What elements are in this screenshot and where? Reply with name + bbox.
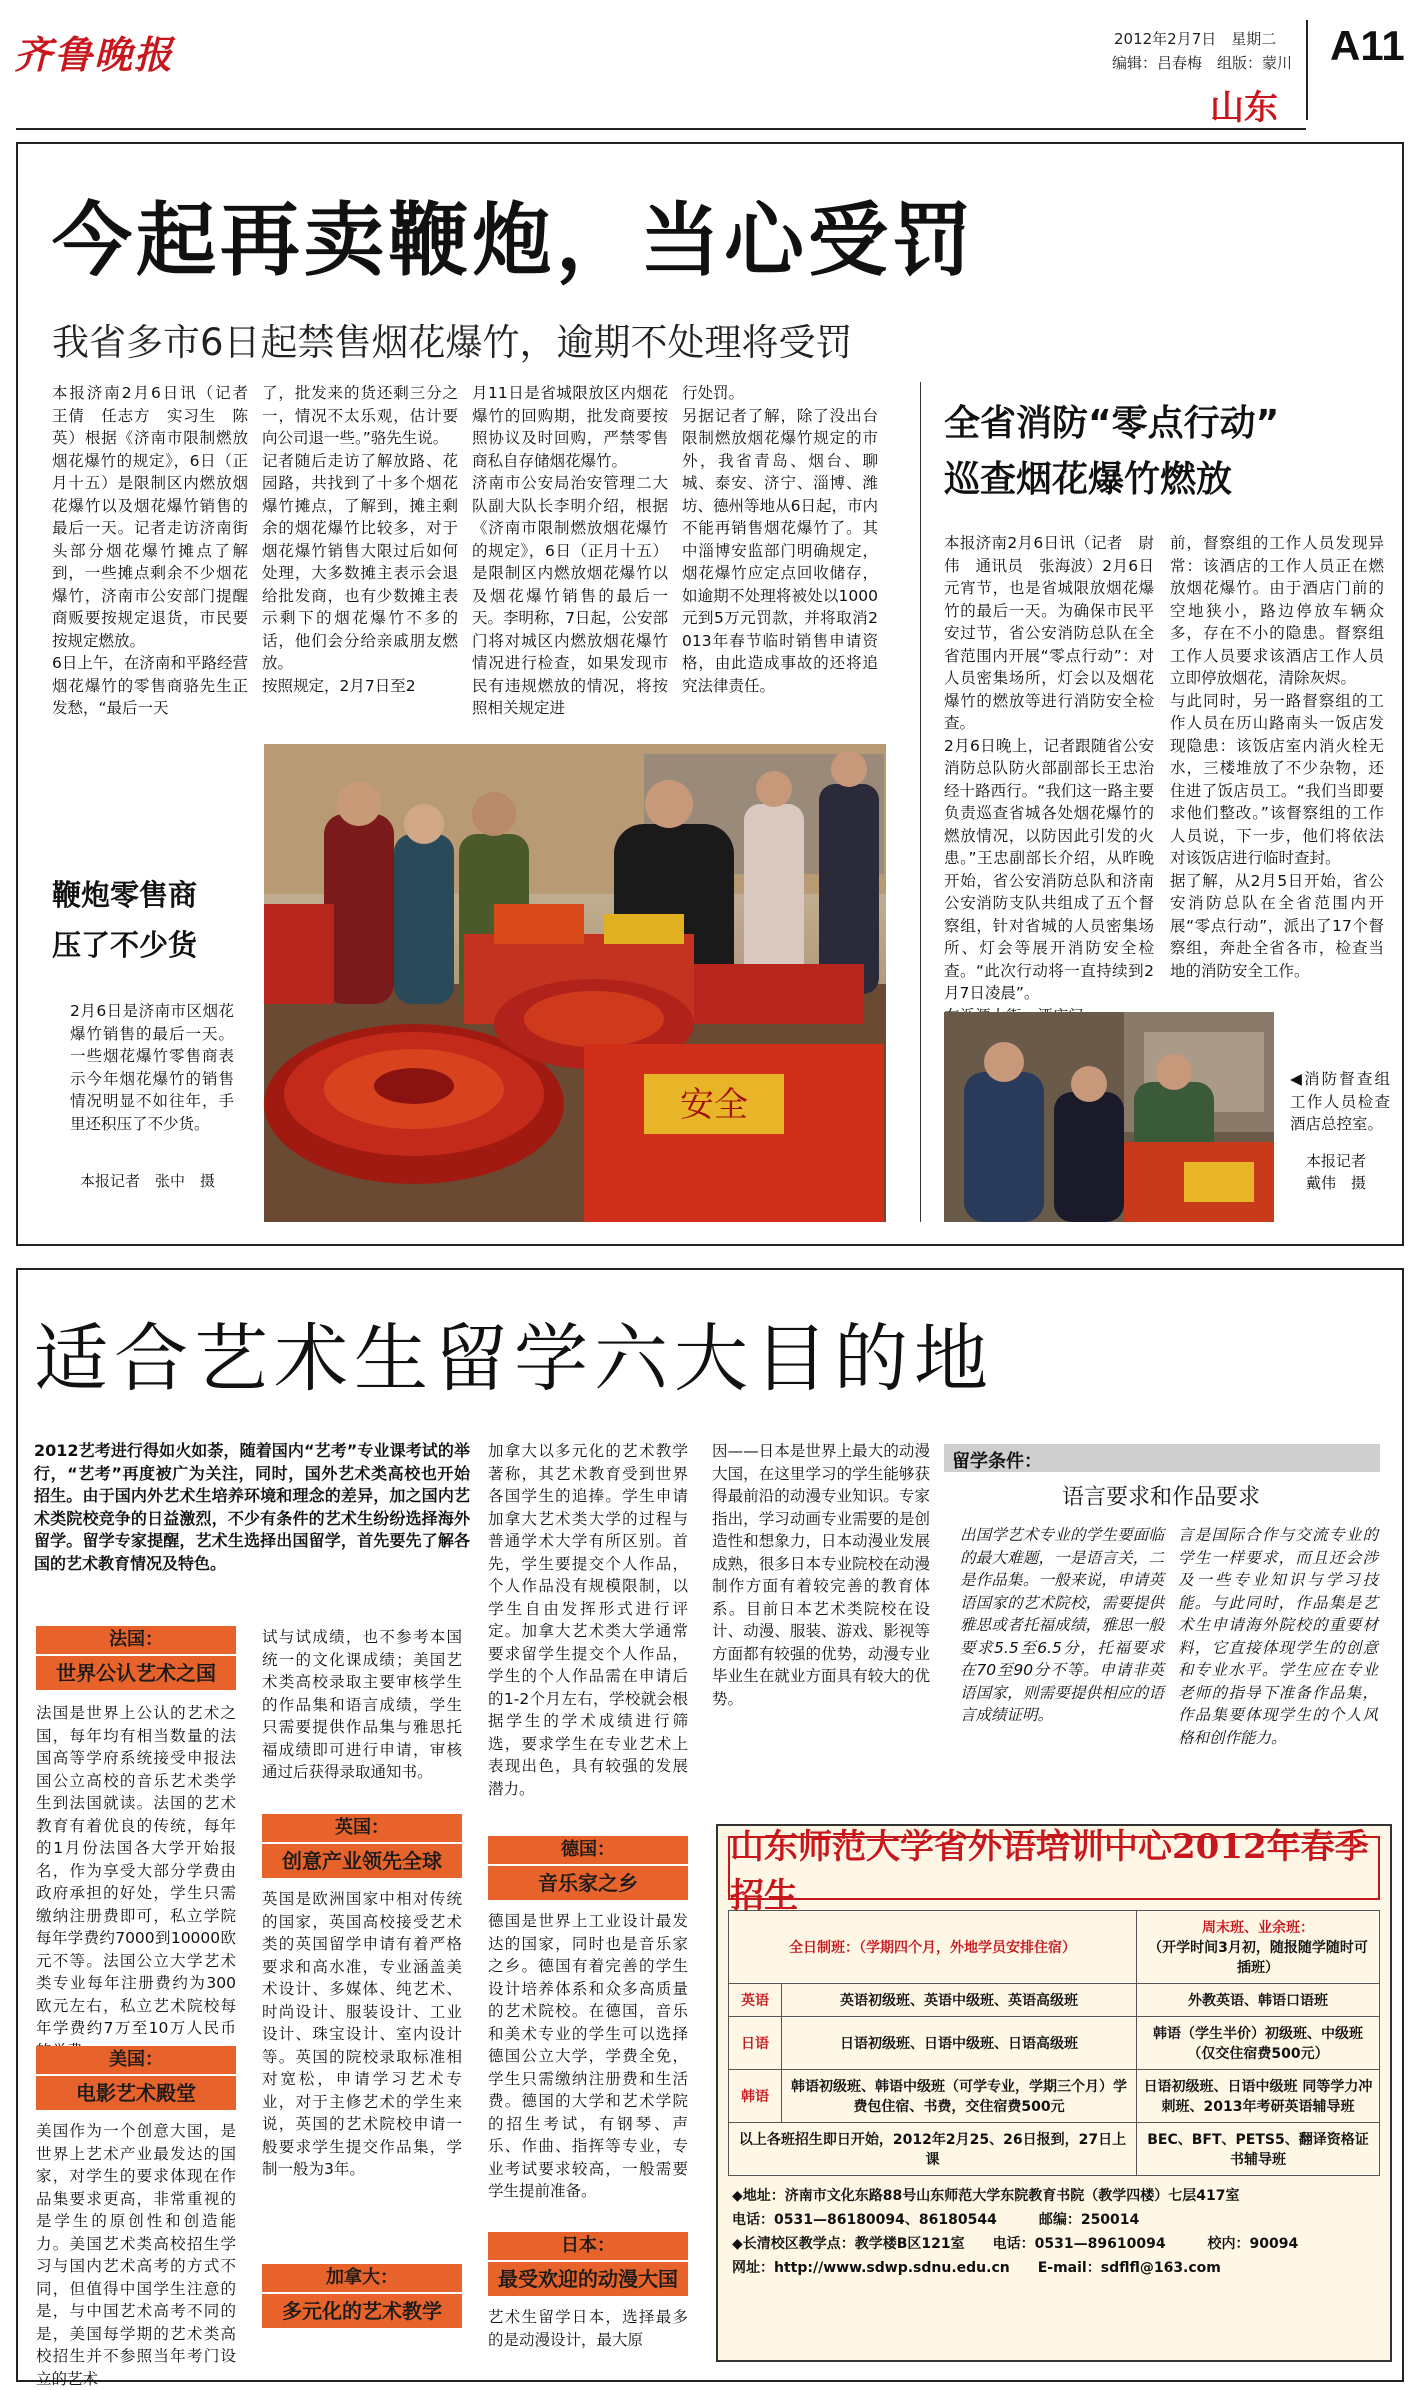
ad-exam-note: 以上各班招生即日开始，2012年2月25、26日报到，27日上课: [729, 2123, 1137, 2176]
usa-text: 美国作为一个创意大国，是世界上艺术产业最发达的国家，对学生的要求体现在作品集要求更高，非常重视的是学生的原创性和创造能力。美国艺术类高校招生学习与国内艺术高考的方式不同，但值得中国学生注意的是，与中国艺术高考不同的是，美国每学期的艺术类高校招生并不参照当年考门设立的艺术: [36, 2122, 236, 2388]
germany-text: 德国是世界上工业设计最发达的国家，同时也是音乐家之乡。德国有着完善的学生设计培养体系和众多高质量的艺术院校。在德国，音乐和美术专业的学生可以选择德国公立大学，学费全免，学生只需缴纳注册费和生活费。德国的大学和艺术学院的招生考试，有钢琴、声乐、作曲、指挥等专业，专业考试要求较高，一般需要学生提前准备。: [488, 1912, 688, 2200]
story2-photo-credit: [1306, 1150, 1366, 1194]
story3-col3-text: 加拿大以多元化的艺术教学著称，其艺术教育受到世界各国学生的追捧。学生申请加拿大艺术类大学的过程与普通学术大学有所区别。首先，学生要提交个人作品，个人作品没有规模限制，以学生自由发挥形式进行评定。加拿大艺术类大学通常要求留学生提交个人作品，学生的个人作品需在申请后的1-2个月左右，学校就会根据学生的学术成绩进行筛选，要求学生在专业艺术上表现出色，具有较强的发展潜力。: [488, 1442, 688, 1798]
story2-headline-line2: 巡查烟花爆竹燃放: [944, 459, 1233, 500]
ad-row-left: 英语初级班、英语中级班、英语高级班: [782, 1984, 1137, 2017]
header-rule: [16, 128, 1306, 130]
issue-date: 2012年2月7日 星期二: [1114, 30, 1277, 48]
story2-column-1: 本报济南2月6日讯（记者 尉伟 通讯员 张海波）2月6日元宵节，也是省城限放烟花爆竹的最后一天。为确保市民平安过节，省公安消防总队在全省范围内开展“零点行动”：对人员密集场所，灯会以及烟花爆竹的燃放等进行消防安全检查。 2月6日晚上，记者跟随省公安消防总队防火部副部长王忠治经十路西行。“我们这一路主要负责巡查省城各处烟花爆竹的燃放情况，以防因此引发的火患。”王忠副部长介绍，从昨晚开始，省公安消防总队和济南公安消防支队共组成了五个督察组，针对省城的人员密集场所、灯会等展开消防安全检查。“此次行动将一直持续到2月7日凌晨”。: [944, 534, 1154, 1002]
photo1-title-line1: 鞭炮零售商: [52, 878, 198, 912]
ad-campus-address: ◆长清校区教学点：教学楼B区121室 电话：0531—89610094 校内：90094: [732, 2236, 1299, 2252]
ad-table: [728, 1910, 1380, 2176]
story2-headline: [944, 396, 1279, 508]
requirements-col2: 言是国际合作与交流专业的学生一样要求，而且还会涉及一些专业知识与学习技能。与此同时，作品集是艺术生申请海外院校的重要材料，它直接体现学生的创意和专业水平。学生应在专业老师的指导下准备作品集，作品集要体现学生的个人风格和创作能力。: [1178, 1526, 1378, 1747]
story2-credit-line2: 戴伟 摄: [1306, 1174, 1367, 1192]
germany-title: 音乐家之乡: [488, 1866, 688, 1900]
story3-col4-text: 因——日本是世界上最大的动漫大国，在这里学习的学生能够获得最前沿的动漫专业知识。专家指出，学习动画专业需要的是创造性和想象力，日本动漫业发展成熟，很多日本专业院校在动漫制作方面有着较完善的教育体系。目前日本艺术类院校在设计、动漫、服装、游戏、影视等方面都有较强的优势，动漫专业毕业生在就业方面具有较大的优势。: [712, 1442, 930, 1708]
requirements-bar: [944, 1444, 1380, 1472]
story2-column-2: 前，督察组的工作人员发现异常：该酒店的工作人员正在燃放烟花爆竹。由于酒店门前的空地狭小，路边停放车辆众多，存在不小的隐患。督察组工作人员要求该酒店工作人员立即停放烟花，清除灰烬。 与此同时，另一路督察组的工作人员在历山路南头一饭店发现隐患：该饭店室内消火栓无水，三楼堆放了不少杂物，还住进了饭店员工。“我们当即要求他们整改。”该督察组的工作人员说，下一步，他们将依法对该饭店进行临时查封。 据了解，从2月5日开始，省公安消防总队在全省范围内开展“零点行动”，派出了17个督察组，奔赴全省各市，检查当地的消防安全工作。: [1170, 534, 1384, 980]
france-text: 法国是世界上公认的艺术之国，每年均有相当数量的法国高等学府系统接受申报法国公立高校的音乐艺术类学生到法国就读。法国的艺术教育有着优良的传统，每年的1月份法国各大学开始报名，作为享受大部分学费由政府承担的好处，学生只需缴纳注册费即可，私立学院每年学费约7000到10000欧元不等。法国公立大学艺术类专业每年注册费约为300欧元左右，私立艺术院校每年学费约7万至10万人民币: [36, 1704, 236, 2037]
ad-address: ◆地址：济南市文化东路88号山东师范大学东院教育书院（教学四楼）七层417室: [732, 2188, 1240, 2204]
story2-headline-line1: 全省消防“零点行动”: [944, 403, 1280, 444]
story3-lead: 2012艺考进行得如火如荼，随着国内“艺考”专业课考试的举行，“艺考”再度被广为关注，同时，国外艺术类高校也开始招生。由于国内外艺术生培养环境和理念的差异，加之国内艺术类院校竞争的日益激烈，不少有条件的艺术生纷纷选择海外留学。留学专家提醒，艺术生选择出国留学，首先要先了解各国的艺术教育情况及特色。: [34, 1441, 470, 1573]
ad-right-head-title: 周末班、业余班：: [1202, 1920, 1314, 1936]
requirements-title: 留学条件：: [952, 1451, 1042, 1472]
column-divider: [920, 382, 921, 1222]
france-tag: 法国：: [36, 1626, 236, 1654]
language-school-ad: [716, 1824, 1392, 2362]
france-title: 世界公认艺术之国: [36, 1656, 236, 1690]
ad-row-right: 日语初级班、日语中级班 同等学力冲刺班、2013年考研英语辅导班: [1137, 2070, 1380, 2123]
uk-text: 英国是欧洲国家中相对传统的国家，英国高校接受艺术类的英国留学申请有着严格要求和高水准，专业涵盖美术设计、多媒体、纯艺术、时尚设计、服装设计、工业设计、珠宝设计、室内设计等。英国的院校录取标准相对宽松，申请学习艺术专业，对于主修艺术的学生来说，英国的艺术院校申请一般要求学生提交作品集，学制一般为3年。: [262, 1890, 462, 2178]
usa-tag: 美国：: [36, 2046, 236, 2074]
fireworks-vendor-photo: [264, 744, 886, 1222]
japan-tag: 日本：: [488, 2232, 688, 2260]
ad-row-right: 外教英语、韩语口语班: [1137, 1984, 1380, 2017]
ad-right-head-sub: （开学时间3月初，随报随学随时可插班）: [1148, 1940, 1368, 1976]
uk-tag: 英国：: [262, 1814, 462, 1842]
ad-title: 山东师范大学省外语培训中心2012年春季招生: [730, 1827, 1369, 1916]
ad-phone: 电话：0531—86180094、86180544 邮编：250014: [732, 2212, 1140, 2228]
ad-row-right: 韩语（学生半价）初级班、中级班（仅交住宿费500元）: [1137, 2017, 1380, 2070]
story3-col2-text: 试与试成绩，也不参考本国统一的文化课成绩；美国艺术类高校录取主要审核学生的作品集和语言成绩，学生只需要提供作品集与雅思托福成绩即可进行申请，审核通过后获得录取通知书。: [262, 1628, 462, 1781]
page-number: A11: [1330, 22, 1405, 69]
photo1-caption: 2月6日是济南市区烟花爆竹销售的最后一天。一些烟花爆竹零售商表示今年烟花爆竹的销售情况明显不如往年，手里还积压了不少货。: [70, 1002, 234, 1133]
germany-tag: 德国：: [488, 1836, 688, 1864]
ad-row-lang: 日语: [729, 2017, 782, 2070]
photo1-title-line2: 压了不少货: [52, 928, 198, 962]
requirements-subtitle: 语言要求和作品要求: [1062, 1485, 1261, 1510]
fire-inspection-photo: [944, 1012, 1274, 1222]
story1-column-4: 行处罚。 另据记者了解，除了没出台限制燃放烟花爆竹规定的市外，我省青岛、烟台、聊城、泰安、济宁、淄博、潍坊、德州等地从6日起，市内不能再销售烟花爆竹了。其中淄博安监部门明确规定，烟花爆竹应定点回收储存，如逾期不处理将被处以1000元到5万元罚款，并将取消2013年春节临时销售申请资格，由此造成事故的还将追究法律责任。: [682, 384, 878, 695]
photo1-title: [52, 870, 232, 970]
ad-row-lang: 韩语: [729, 2070, 782, 2123]
sub-headline: 我省多市6日起禁售烟花爆竹，逾期不处理将受罚: [52, 321, 853, 364]
ad-right-head: [1137, 1911, 1380, 1984]
story1-column-1: 本报济南2月6日讯（记者 王倩 任志方 实习生 陈英）根据《济南市限制燃放烟花爆竹的规定》，6日（正月十五）是限制区内燃放烟花爆竹以及烟花爆竹销售的最后一天。记者走访济南街头部分烟花爆竹摊点了解到，一些摊点剩余不少烟花爆竹，济南市公安部门提醒商贩要按规定退货，市民要按规定燃放。 6日上午，在济南和平路经营烟花爆竹的零售商骆先生正发愁，“最后一天: [52, 384, 248, 717]
ad-website: 网址：http://www.sdwp.sdnu.edu.cn E-mail：sdflfl@163.com: [732, 2260, 1221, 2276]
canada-tag: 加拿大：: [262, 2264, 462, 2292]
story3-headline: 适合艺术生留学六大目的地: [34, 1316, 994, 1402]
story1-column-3: 月11日是省城限放区内烟花爆竹的回购期，批发商要按照协议及时回购，严禁零售商私自存储烟花爆竹。 济南市公安局治安管理二大队副大队长李明介绍，根据《济南市限制燃放烟花爆竹的规定》，6日（正月十五）是限制区内燃放烟花爆竹以及烟花爆竹销售的最后一天。李明称，7日起，公安部门将对城区内燃放烟花爆竹情况进行检查，如果发现市民有违规燃放的情况，将按照相关规定进: [472, 384, 668, 717]
ad-row-left: 韩语初级班、韩语中级班（可学专业，学期三个月）学费包住宿、书费，交住宿费500元: [782, 2070, 1137, 2123]
story2-photo-caption: ◀消防督查组工作人员检查酒店总控室。: [1290, 1070, 1390, 1133]
story2-credit-line1: 本报记者: [1306, 1152, 1367, 1170]
canada-title: 多元化的艺术教学: [262, 2294, 462, 2328]
japan-title: 最受欢迎的动漫大国: [488, 2262, 688, 2296]
section-name: 山东: [1210, 88, 1278, 128]
ad-exam-right: BEC、BFT、PETS5、翻译资格证书辅导班: [1137, 2123, 1380, 2176]
banner-text: 安全: [680, 1085, 748, 1125]
uk-title: 创意产业领先全球: [262, 1844, 462, 1878]
newspaper-logo: 齐鲁晚报: [14, 32, 175, 77]
photo1-credit: 本报记者 张中 摄: [80, 1172, 216, 1190]
editor-line: 编辑：吕春梅 组版：蒙川: [1112, 54, 1293, 72]
requirements-col1: 出国学艺术专业的学生要面临的最大难题，一是语言关，二是作品集。一般来说，申请英语国家的艺术院校，需要提供雅思或者托福成绩，雅思一般要求5.5至6.5分，托福要求在70至90分不等。申请非英语国家，则需要提供相应的语言成绩证明。: [960, 1526, 1164, 1724]
header-divider: [1306, 20, 1308, 120]
japan-text: 艺术生留学日本，选择最多的是动漫设计，最大原: [488, 2308, 688, 2349]
main-headline: 今起再卖鞭炮，当心受罚: [52, 194, 976, 287]
ad-row-lang: 英语: [729, 1984, 782, 2017]
ad-row-left: 日语初级班、日语中级班、日语高级班: [782, 2017, 1137, 2070]
ad-left-head: 全日制班：（学期四个月，外地学员安排住宿）: [729, 1911, 1137, 1984]
usa-title: 电影艺术殿堂: [36, 2076, 236, 2110]
story1-column-2: 了，批发来的货还剩三分之一，情况不太乐观，估计要向公司退一些。”骆先生说。 记者随后走访了解放路、花园路，共找到了十多个烟花爆竹摊点，了解到，摊主剩余的烟花爆竹比较多，对于烟花爆竹销售大限过后如何处理，大多数摊主表示会退给批发商，也有少数摊主表示剩下的烟花爆竹不多的话，他们会分给亲戚朋友燃放。 按照规定，2月7日至2: [262, 384, 458, 695]
